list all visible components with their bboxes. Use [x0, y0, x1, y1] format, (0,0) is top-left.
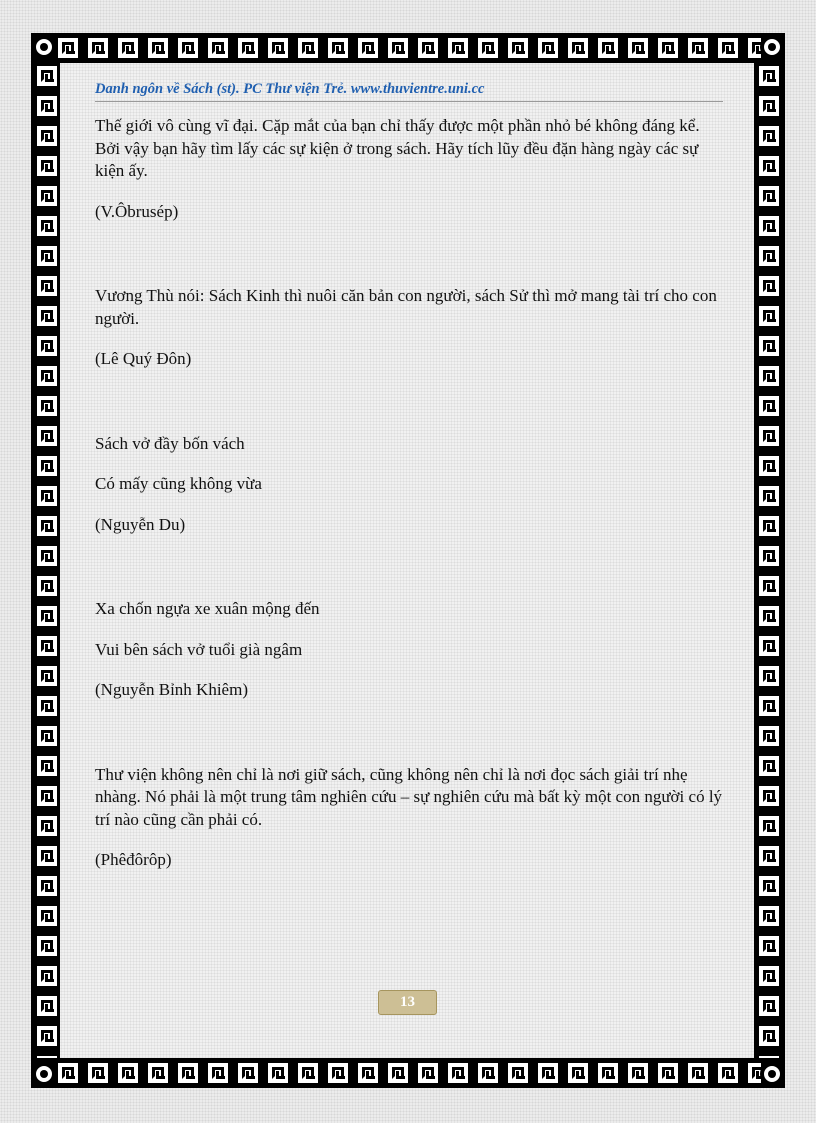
meander-tile-icon: [385, 35, 411, 61]
meander-tile-icon: [355, 35, 381, 61]
meander-tile-icon: [535, 35, 561, 61]
quote-text: Vương Thù nói: Sách Kinh thì nuôi căn bản con người, sách Sử thì mở mang tài trí cho con người.: [95, 286, 717, 328]
meander-tile-icon: [756, 423, 782, 449]
meander-tile-icon: [445, 1060, 471, 1086]
meander-tile-icon: [34, 723, 60, 749]
meander-tile-icon: [756, 183, 782, 209]
meander-tile-icon: [415, 35, 441, 61]
meander-tile-icon: [756, 753, 782, 779]
meander-tile-icon: [55, 1060, 81, 1086]
quote-author: (Lê Quý Đôn): [95, 349, 192, 368]
meander-tile-icon: [756, 243, 782, 269]
quote-text: Thế giới vô cùng vĩ đại. Cặp mắt của bạn chỉ thấy được một phần nhỏ bé không đáng kể. Bởi vậy bạn hãy tìm lấy các sự kiện ở trong sách. Hãy tích lũy đều đặn hàng ngày các sự kiện ấy.: [95, 116, 700, 180]
meander-tile-icon: [756, 483, 782, 509]
quote-author: (Phêđôrôp): [95, 850, 172, 869]
meander-tile-icon: [34, 273, 60, 299]
meander-tile-icon: [34, 813, 60, 839]
meander-tile-icon: [756, 123, 782, 149]
meander-tile-icon: [756, 453, 782, 479]
meander-tile-icon: [235, 1060, 261, 1086]
meander-tile-icon: [745, 35, 761, 61]
page-header: Danh ngôn về Sách (st). PC Thư viện Trẻ. www.thuvientre.uni.cc: [95, 81, 723, 102]
meander-tile-icon: [34, 183, 60, 209]
quote-entry: [95, 764, 723, 872]
meander-tile-icon: [475, 35, 501, 61]
meander-tile-icon: [756, 873, 782, 899]
corner-ornament-icon: [760, 1062, 784, 1086]
meander-tile-icon: [34, 843, 60, 869]
meander-tile-icon: [34, 93, 60, 119]
meander-tile-icon: [34, 663, 60, 689]
meander-tile-icon: [265, 1060, 291, 1086]
meander-tile-icon: [475, 1060, 501, 1086]
meander-tile-icon: [756, 603, 782, 629]
meander-tile-icon: [34, 573, 60, 599]
meander-tile-icon: [756, 1023, 782, 1049]
meander-tile-icon: [756, 153, 782, 179]
meander-tile-icon: [756, 213, 782, 239]
meander-tile-icon: [756, 633, 782, 659]
meander-tile-icon: [34, 483, 60, 509]
meander-tile-icon: [756, 1053, 782, 1058]
meander-tile-icon: [565, 35, 591, 61]
meander-tile-icon: [385, 1060, 411, 1086]
meander-tile-icon: [34, 543, 60, 569]
meander-tile-icon: [535, 1060, 561, 1086]
meander-tile-icon: [85, 35, 111, 61]
meander-tile-icon: [756, 303, 782, 329]
page-number: 13: [378, 990, 437, 1015]
meander-tile-icon: [34, 153, 60, 179]
meander-tile-icon: [34, 603, 60, 629]
meander-tile-icon: [295, 1060, 321, 1086]
meander-tile-icon: [595, 35, 621, 61]
meander-tile-icon: [34, 393, 60, 419]
meander-tile-icon: [715, 35, 741, 61]
meander-tile-icon: [745, 1060, 761, 1086]
meander-tile-icon: [415, 1060, 441, 1086]
border-bottom: [55, 1060, 761, 1086]
meander-tile-icon: [34, 453, 60, 479]
meander-tile-icon: [505, 1060, 531, 1086]
border-top: [55, 35, 761, 61]
meander-tile-icon: [115, 35, 141, 61]
meander-tile-icon: [625, 35, 651, 61]
meander-tile-icon: [34, 1053, 60, 1058]
meander-tile-icon: [756, 663, 782, 689]
meander-tile-icon: [756, 543, 782, 569]
meander-tile-icon: [34, 693, 60, 719]
meander-tile-icon: [34, 903, 60, 929]
meander-tile-icon: [34, 783, 60, 809]
meander-tile-icon: [655, 35, 681, 61]
meander-tile-icon: [756, 513, 782, 539]
quote-line: Sách vở đầy bốn vách: [95, 433, 245, 453]
quote-entry: [95, 598, 723, 702]
meander-tile-icon: [685, 1060, 711, 1086]
meander-tile-icon: [55, 35, 81, 61]
meander-tile-icon: [445, 35, 471, 61]
quotes: [95, 115, 723, 934]
quote-line: Xa chốn ngựa xe xuân mộng đến: [95, 599, 320, 618]
meander-tile-icon: [756, 723, 782, 749]
meander-tile-icon: [145, 35, 171, 61]
meander-tile-icon: [34, 423, 60, 449]
corner-ornament-icon: [32, 1062, 56, 1086]
meander-tile-icon: [756, 273, 782, 299]
meander-tile-icon: [34, 1023, 60, 1049]
quote-text: Thư viện không nên chỉ là nơi giữ sách, cũng không nên chỉ là nơi đọc sách giải trí nhẹ nhàng. Nó phải là một trung tâm nghiên cứu – sự nghiên cứu mà bất kỳ một con người có lý trí nào cũng cần phải có.: [95, 764, 723, 829]
meander-tile-icon: [756, 783, 782, 809]
meander-tile-icon: [34, 333, 60, 359]
quote-author: (Nguyễn Du): [95, 514, 186, 534]
meander-tile-icon: [756, 933, 782, 959]
meander-tile-icon: [34, 243, 60, 269]
meander-tile-icon: [715, 1060, 741, 1086]
meander-tile-icon: [756, 993, 782, 1019]
meander-tile-icon: [685, 35, 711, 61]
meander-tile-icon: [265, 35, 291, 61]
meander-tile-icon: [655, 1060, 681, 1086]
quote-author: (V.Ôbrusép): [95, 201, 179, 221]
meander-tile-icon: [34, 753, 60, 779]
meander-tile-icon: [205, 35, 231, 61]
corner-ornament-icon: [760, 35, 784, 59]
border-right: [756, 63, 782, 1058]
meander-tile-icon: [756, 963, 782, 989]
page: [60, 63, 754, 1058]
quote-entry: [95, 285, 723, 371]
meander-tile-icon: [756, 63, 782, 89]
meander-tile-icon: [34, 933, 60, 959]
meander-tile-icon: [34, 633, 60, 659]
meander-tile-icon: [34, 993, 60, 1019]
meander-tile-icon: [145, 1060, 171, 1086]
meander-tile-icon: [295, 35, 321, 61]
meander-tile-icon: [595, 1060, 621, 1086]
meander-tile-icon: [34, 513, 60, 539]
meander-tile-icon: [756, 93, 782, 119]
meander-tile-icon: [756, 693, 782, 719]
meander-tile-icon: [325, 35, 351, 61]
meander-tile-icon: [34, 123, 60, 149]
meander-tile-icon: [34, 303, 60, 329]
meander-tile-icon: [34, 63, 60, 89]
meander-tile-icon: [756, 363, 782, 389]
meander-tile-icon: [756, 573, 782, 599]
meander-tile-icon: [325, 1060, 351, 1086]
border-left: [34, 63, 60, 1058]
meander-tile-icon: [235, 35, 261, 61]
meander-tile-icon: [565, 1060, 591, 1086]
quote-entry: [95, 433, 723, 537]
meander-tile-icon: [175, 1060, 201, 1086]
meander-tile-icon: [756, 393, 782, 419]
meander-tile-icon: [756, 333, 782, 359]
quote-line: Vui bên sách vở tuổi già ngâm: [95, 639, 303, 659]
meander-tile-icon: [85, 1060, 111, 1086]
meander-tile-icon: [34, 213, 60, 239]
meander-tile-icon: [625, 1060, 651, 1086]
meander-tile-icon: [355, 1060, 381, 1086]
meander-tile-icon: [756, 813, 782, 839]
quote-author: (Nguyễn Bỉnh Khiêm): [95, 680, 248, 699]
quote-entry: [95, 115, 723, 223]
meander-tile-icon: [756, 903, 782, 929]
corner-ornament-icon: [32, 35, 56, 59]
meander-tile-icon: [175, 35, 201, 61]
meander-tile-icon: [505, 35, 531, 61]
meander-tile-icon: [34, 363, 60, 389]
meander-tile-icon: [34, 873, 60, 899]
quote-line: Có mấy cũng không vừa: [95, 474, 262, 493]
meander-tile-icon: [756, 843, 782, 869]
meander-tile-icon: [34, 963, 60, 989]
meander-tile-icon: [205, 1060, 231, 1086]
meander-tile-icon: [115, 1060, 141, 1086]
